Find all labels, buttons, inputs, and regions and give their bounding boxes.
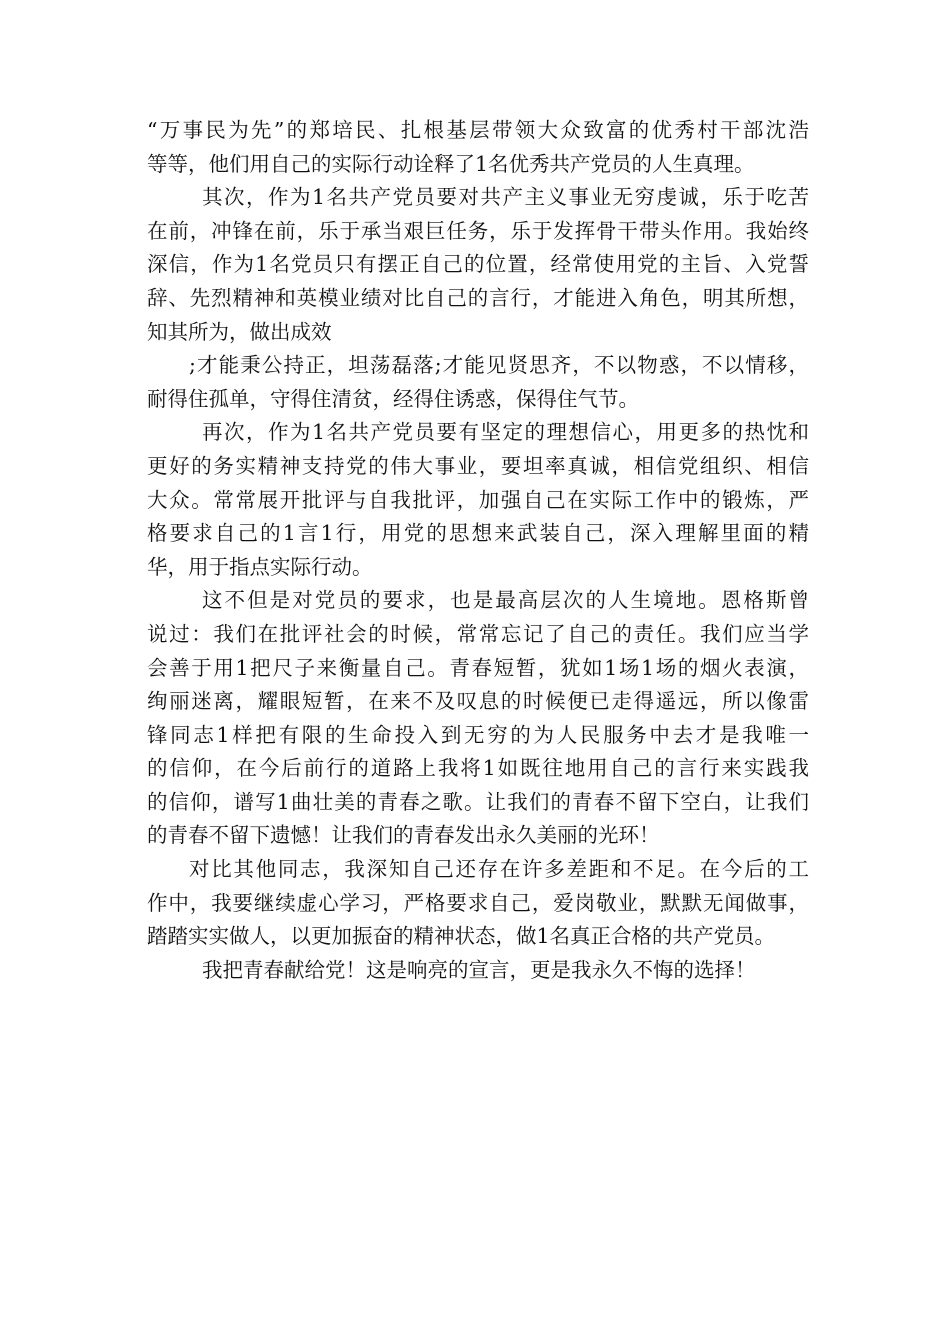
paragraph-5 [147, 584, 809, 853]
paragraph-7 [147, 954, 809, 988]
text-line: 的信仰，在今后前行的道路上我将1如既往地用自己的言行来实践我 [147, 756, 809, 781]
text-line: 作中，我要继续虚心学习，严格要求自己，爱岗敬业，默默无闻做事， [147, 890, 809, 915]
text-line: 绚丽迷离，耀眼短暂，在来不及叹息的时候便已走得遥远，所以像雷 [147, 689, 809, 714]
text-line: 在前，冲锋在前，乐于承当艰巨任务，乐于发挥骨干带头作用。我始终 [147, 218, 809, 243]
text-line: 这不但是对党员的要求，也是最高层次的人生境地。恩格斯曾 [202, 588, 809, 613]
text-line: 耐得住孤单，守得住清贫，经得住诱惑，保得住气节。 [147, 386, 639, 411]
text-line: 会善于用1把尺子来衡量自己。青春短暂，犹如1场1场的烟火表演， [147, 655, 809, 680]
text-line: 的信仰，谱写1曲壮美的青春之歌。让我们的青春不留下空白，让我们 [147, 789, 809, 814]
text-line: 我把青春献给党！这是响亮的宣言，更是我永久不悔的选择！ [202, 957, 756, 982]
text-line: 说过：我们在批评社会的时候，常常忘记了自己的责任。我们应当学 [147, 621, 809, 646]
text-line: 大众。常常展开批评与自我批评，加强自己在实际工作中的锻炼，严 [147, 487, 809, 512]
text-line: 深信，作为1名党员只有摆正自己的位置，经常使用党的主旨、入党誓 [147, 252, 809, 277]
text-line: 的青春不留下遗憾！让我们的青春发出永久美丽的光环！ [147, 823, 660, 848]
text-line: 更好的务实精神支持党的伟大事业，要坦率真诚，相信党组织、相信 [147, 453, 809, 478]
text-line: 知其所为，做出成效 [147, 319, 332, 344]
paragraph-3 [147, 349, 809, 416]
text-line: 其次，作为1名共产党员要对共产主义事业无穷虔诚，乐于吃苦 [202, 185, 809, 210]
text-line: 对比其他同志，我深知自己还存在许多差距和不足。在今后的工 [189, 857, 809, 882]
paragraph-2 [147, 181, 809, 349]
text-line: 锋同志1样把有限的生命投入到无穷的为人民服务中去才是我唯一 [147, 722, 809, 747]
text-line: 踏踏实实做人，以更加振奋的精神状态，做1名真正合格的共产党员。 [147, 924, 776, 949]
document-body [147, 114, 809, 987]
paragraph-6 [147, 853, 809, 954]
text-line: “万事民为先”的郑培民、扎根基层带领大众致富的优秀村干部沈浩 [147, 118, 809, 142]
text-line: 格要求自己的1言1行，用党的思想来武装自己，深入理解里面的精 [147, 521, 809, 546]
text-line: 再次，作为1名共产党员要有坚定的理想信心，用更多的热忱和 [202, 420, 809, 445]
text-line: 辞、先烈精神和英模业绩对比自己的言行，才能进入角色，明其所想， [147, 285, 809, 310]
paragraph-4 [147, 416, 809, 584]
text-line: 等等，他们用自己的实际行动诠释了1名优秀共产党员的人生真理。 [147, 151, 755, 176]
text-line: ;才能秉公持正，坦荡磊落;才能见贤思齐，不以物惑，不以情移， [189, 353, 809, 378]
paragraph-1 [147, 114, 809, 181]
text-line: 华，用于指点实际行动。 [147, 554, 373, 579]
